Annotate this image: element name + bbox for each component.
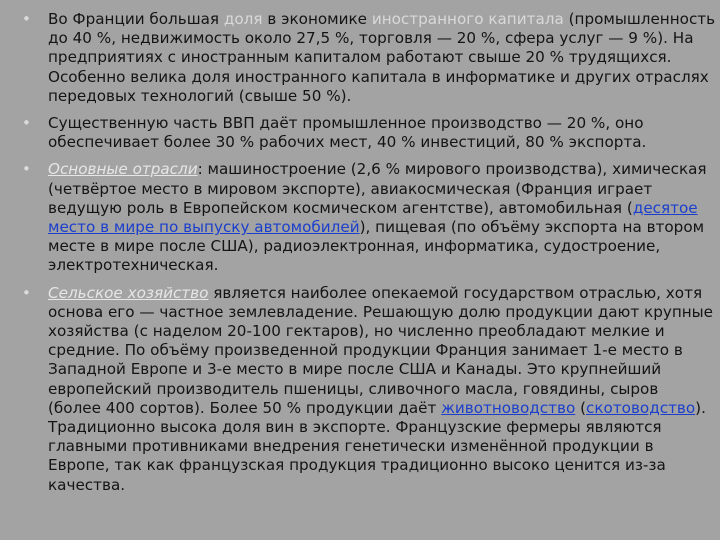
bullet-list	[0, 10, 716, 503]
text-run: Во Франции большая	[48, 10, 224, 28]
text-run: : машиностроение (2,6 % мирового производства), химическая (четвёртое место в мировом экспорте), авиакосмическая (Франция играет ведущую роль в Европейском космическом агентстве), автомобильная (	[48, 160, 707, 217]
bullet-item	[0, 284, 716, 495]
text-run: ), пищевая (по объёму экспорта на втором месте в мире после США), радиоэлектронная, информатика, судостроение, электротехническая.	[48, 218, 705, 275]
link-livestock[interactable]: животноводство	[441, 398, 576, 417]
text-run: (	[575, 398, 587, 417]
link-car-production[interactable]: десятое место в мире по выпуску автомобилей	[48, 198, 698, 237]
text-run: является наиболее опекаемой государством отраслью, хотя основа его — частное землевладение. Решающую долю продукции дают крупные хозяйства (с наделом 20-100 гектаров), но численно преобладают мелкие и средние. По объёму произведенной продукции Франция занимает 1-е место в Западной Европе и 3-е место в мире после США и Канады. Это крупнейший европейский производитель пшеницы, сливочного масла, говядины, сыров (более 400 сортов). Более 50 % продукции даёт	[48, 283, 714, 417]
text-run: ). Традиционно высока доля вин в экспорте. Французские фермеры являются главными противниками внедрения генетически изменённой продукции в Европе, так как французская продукция традиционно высоко ценится из-за качества.	[48, 398, 706, 494]
bullet-item	[0, 114, 716, 152]
bullet-text	[48, 10, 715, 105]
link-cattle-breeding[interactable]: скотоводство	[586, 398, 696, 417]
term-link-main-industries[interactable]: Основные отрасли	[48, 160, 198, 179]
text-run: в экономике	[262, 10, 372, 28]
faint-term: доля	[223, 10, 263, 28]
bullet-text	[48, 160, 707, 274]
bullet-dot-icon: •	[22, 114, 31, 133]
bullet-dot-icon: •	[22, 283, 31, 302]
bullet-item	[0, 10, 716, 106]
bullet-text	[48, 114, 646, 151]
text-run: Существенную часть ВВП даёт промышленное производство — 20 %, оно обеспечивает более 30 % рабочих мест, 40 % инвестиций, 80 % экспорта.	[48, 114, 647, 152]
bullet-dot-icon: •	[22, 160, 31, 179]
text-run: (промышленность до 40 %, недвижимость около 27,5 %, торговля — 20 %, сфера услуг — 9 %). На предприятиях с иностранным капиталом работают свыше 20 % трудящихся. Особенно велика доля иностранного капитала в информатике и других отраслях передовых технологий (свыше 50 %).	[48, 10, 716, 105]
bullet-text	[48, 284, 713, 494]
term-link-agriculture[interactable]: Сельское хозяйство	[48, 283, 209, 302]
faint-term: иностранного капитала	[371, 10, 564, 28]
bullet-item	[0, 160, 716, 275]
bullet-dot-icon: •	[22, 10, 31, 28]
